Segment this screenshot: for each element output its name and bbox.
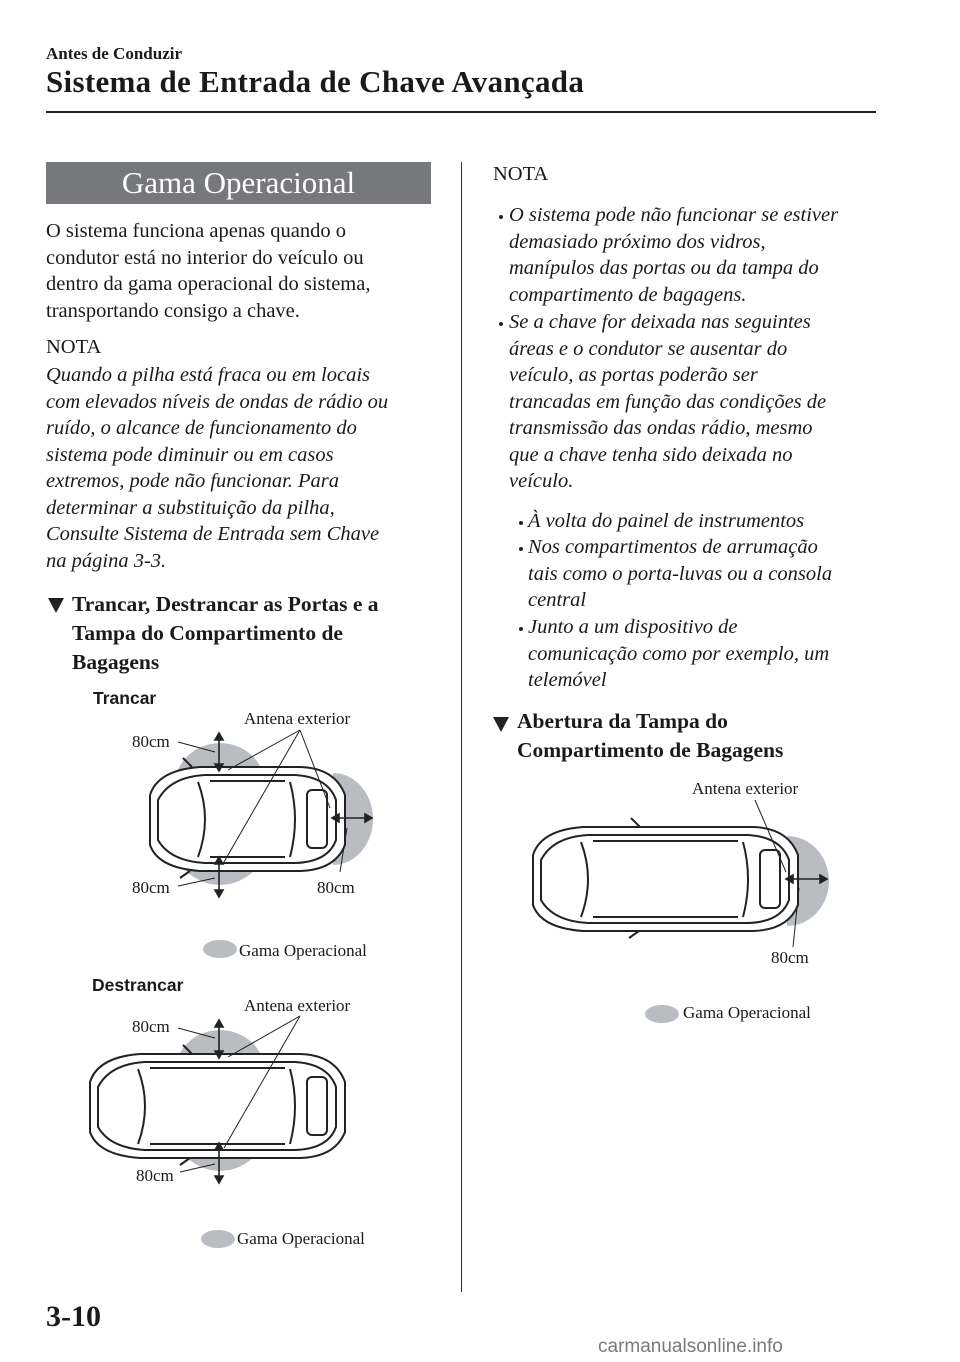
chapter-label: Antes de Conduzir bbox=[46, 44, 183, 63]
text-line: determinar a substituição da pilha, bbox=[46, 496, 335, 519]
text-line: áreas e o condutor se ausentar do bbox=[509, 337, 788, 360]
distance-top-lock: 80cm bbox=[132, 732, 170, 751]
text-line: transmissão das ondas rádio, mesmo bbox=[509, 417, 813, 439]
text-line: compartimento de bagagens. bbox=[509, 283, 747, 306]
text-line: dentro da gama operacional do sistema, bbox=[46, 273, 371, 295]
text-line: que a chave tenha sido deixada no bbox=[509, 443, 793, 466]
text-line: com elevados níveis de ondas de rádio ou bbox=[46, 390, 389, 413]
heading-line: Tampa do Compartimento de bbox=[72, 621, 343, 645]
trunk-diagram bbox=[533, 800, 829, 1023]
subheading-trunk bbox=[517, 707, 783, 765]
page-number: 3-10 bbox=[46, 1300, 101, 1333]
text-line: Quando a pilha está fraca ou em locais bbox=[46, 364, 370, 386]
legend-label-lock: Gama Operacional bbox=[239, 941, 367, 960]
legend-swatch-unlock bbox=[201, 1230, 235, 1248]
car-outline bbox=[533, 818, 798, 938]
note-label: NOTA bbox=[46, 336, 102, 358]
sub-bullet-icon bbox=[519, 547, 523, 551]
note-sub-bullet-2 bbox=[528, 534, 832, 614]
note-sub-bullet-3 bbox=[528, 614, 829, 694]
text-line: Consulte Sistema de Entrada sem Chave bbox=[46, 523, 380, 545]
heading-line: Bagagens bbox=[72, 650, 160, 674]
car-outline bbox=[150, 758, 345, 878]
text-line: sistema pode diminuir ou em casos bbox=[46, 443, 334, 466]
note-sub-bullet-1 bbox=[528, 508, 804, 535]
diagram-title-unlock: Destrancar bbox=[92, 975, 184, 995]
text-line: central bbox=[528, 589, 587, 611]
note-bullet-2 bbox=[509, 309, 826, 495]
text-line: O sistema pode não funcionar se estiver bbox=[509, 204, 839, 226]
text-line: Se a chave for deixada nas seguintes bbox=[509, 311, 811, 333]
bullet-icon bbox=[499, 322, 503, 326]
distance-bottom-unlock: 80cm bbox=[136, 1166, 174, 1185]
lock-diagram bbox=[150, 730, 373, 958]
text-line: tais como o porta-luvas ou a consola bbox=[528, 562, 833, 585]
column-divider bbox=[461, 162, 462, 1292]
note-bullet-1 bbox=[509, 202, 838, 308]
sub-bullet-icon bbox=[519, 521, 523, 525]
text-line: telemóvel bbox=[528, 669, 607, 691]
legend-swatch-trunk bbox=[645, 1005, 679, 1023]
text-line: ruído, o alcance de funcionamento do bbox=[46, 417, 357, 439]
section-title: Sistema de Entrada de Chave Avançada bbox=[46, 64, 585, 99]
text-line: demasiado próximo dos vidros, bbox=[509, 230, 766, 253]
distance-top-unlock: 80cm bbox=[132, 1017, 170, 1036]
heading-line: Trancar, Destrancar as Portas e a bbox=[72, 592, 379, 616]
text-line: O sistema funciona apenas quando o bbox=[46, 220, 347, 242]
diagram-title-lock: Trancar bbox=[93, 688, 157, 708]
watermark: carmanualsonline.info bbox=[598, 1336, 783, 1357]
text-line: Junto a um dispositivo de bbox=[528, 616, 738, 638]
legend-label-trunk: Gama Operacional bbox=[683, 1003, 811, 1022]
unlock-diagram bbox=[90, 1016, 345, 1248]
distance-rear-lock: 80cm bbox=[317, 878, 355, 897]
text-line: À volta do painel de instrumentos bbox=[528, 510, 805, 532]
distance-trunk: 80cm bbox=[771, 948, 809, 967]
text-line: trancadas em função das condições de bbox=[509, 390, 827, 413]
antenna-label-unlock: Antena exterior bbox=[244, 996, 351, 1015]
legend-label-unlock: Gama Operacional bbox=[237, 1229, 365, 1248]
heading-line: Abertura da Tampa do bbox=[517, 709, 728, 733]
text-line: veículo, as portas poderão ser bbox=[509, 364, 758, 386]
sub-bullet-icon bbox=[519, 627, 523, 631]
text-line: condutor está no interior do veículo ou bbox=[46, 246, 364, 269]
bullet-icon bbox=[499, 215, 503, 219]
heading-line: Compartimento de Bagagens bbox=[517, 738, 784, 762]
antenna-label-trunk: Antena exterior bbox=[692, 779, 799, 798]
distance-bottom-lock: 80cm bbox=[132, 878, 170, 897]
text-line: manípulos das portas ou da tampa do bbox=[509, 257, 819, 279]
text-line: veículo. bbox=[509, 470, 574, 492]
text-line: comunicação como por exemplo, um bbox=[528, 642, 830, 665]
note-label-right: NOTA bbox=[493, 163, 549, 185]
text-line: extremos, pode não funcionar. Para bbox=[46, 470, 340, 492]
text-line: transportando consigo a chave. bbox=[46, 299, 300, 322]
text-line: Nos compartimentos de arrumação bbox=[528, 536, 818, 558]
antenna-label-lock: Antena exterior bbox=[244, 709, 351, 728]
legend-swatch-lock bbox=[203, 940, 237, 958]
gama-operacional-banner: Gama Operacional bbox=[46, 162, 431, 204]
text-line: na página 3-3. bbox=[46, 549, 167, 572]
subheading-marker-icon bbox=[493, 717, 509, 732]
